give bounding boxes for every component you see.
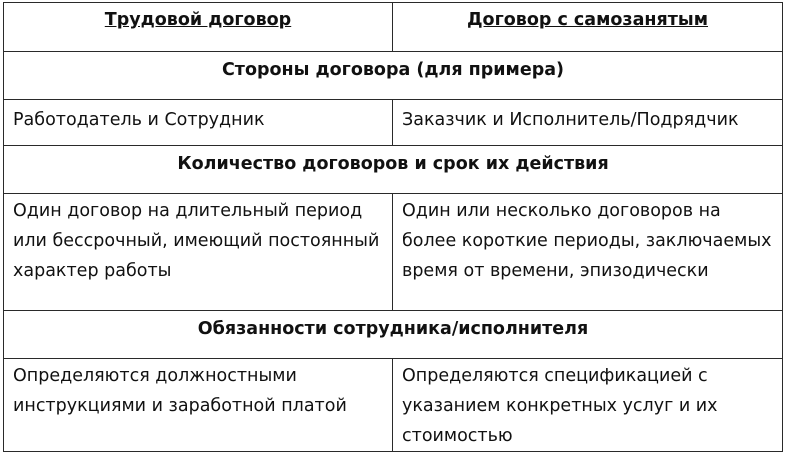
- section-row-parties: [4, 52, 783, 100]
- comparison-table: [3, 2, 783, 452]
- cell-parties-self-employed: [393, 100, 783, 146]
- section-title-parties: Стороны договора (для примера): [4, 52, 783, 100]
- cell-term-self-employed: [393, 194, 783, 311]
- cell-term-employment: [4, 194, 393, 311]
- header-self-employed-contract: Договор с самозанятым: [393, 3, 783, 52]
- cell-duties-employment: [4, 359, 393, 452]
- cell-text: Один или несколько договоров на более короткие периоды, заключаемых время от времени, эпизодически: [402, 201, 772, 281]
- cell-parties-employment: [4, 100, 393, 146]
- section-row-count-and-term: [4, 146, 783, 194]
- cell-duties-self-employed: [393, 359, 783, 452]
- table-row: [4, 100, 783, 146]
- cell-text: Определяются спецификацией с указанием конкретных услуг и их стоимостью: [402, 366, 718, 446]
- cell-text: Определяются должностными инструкциями и заработной платой: [13, 366, 347, 416]
- section-title-duties: Обязанности сотрудника/исполнителя: [4, 311, 783, 359]
- header-employment-contract: Трудовой договор: [4, 3, 393, 52]
- table-row: [4, 359, 783, 452]
- cell-text: Работодатель и Сотрудник: [13, 110, 265, 130]
- table-row: [4, 194, 783, 311]
- section-row-duties: [4, 311, 783, 359]
- section-title-count-and-term: Количество договоров и срок их действия: [4, 146, 783, 194]
- cell-text: Один договор на длительный период или бессрочный, имеющий постоянный характер работы: [13, 201, 380, 281]
- cell-text: Заказчик и Исполнитель/Подрядчик: [402, 110, 739, 130]
- table-header-row: [4, 3, 783, 52]
